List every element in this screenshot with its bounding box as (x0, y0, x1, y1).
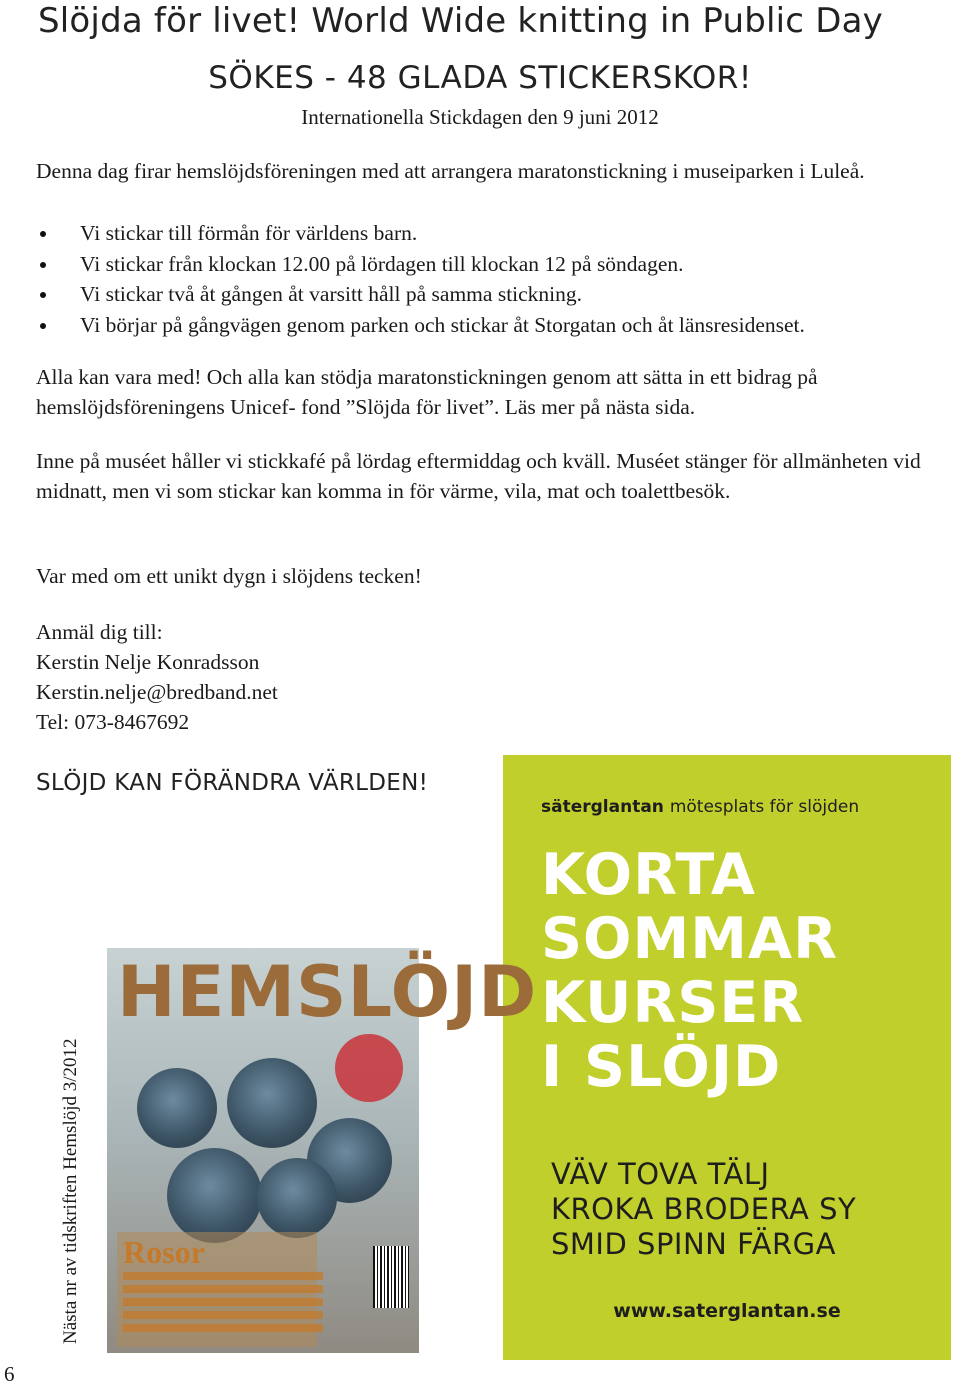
anniversary-stamp-icon (335, 1034, 403, 1102)
ad-headline (541, 843, 838, 1099)
bullet-text: Vi stickar till förmån för världens barn. (80, 221, 418, 245)
rose-icon (257, 1158, 337, 1238)
ad-headline-line: KURSER (541, 970, 805, 1036)
contact-heading: Anmäl dig till: (36, 620, 163, 644)
ad-brand-tagline: mötesplats för slöjden (669, 797, 860, 817)
magazine-cover-image (107, 948, 538, 1353)
ad-headline-line: SOMMAR (541, 906, 838, 972)
paragraph-alla: Alla kan vara med! Och alla kan stödja maratonstickningen genom att sätta in ett bidrag på hemslöjdsföreningens Unicef- fond ”Slöjda för livet”. Läs mer på nästa sida. (36, 365, 818, 419)
bullet-dot-icon (40, 262, 46, 268)
magazine-masthead: HEMSLÖJD (117, 951, 538, 1033)
list-item (36, 218, 936, 249)
page-title: Slöjda för livet! World Wide knitting in Public Day (38, 1, 883, 41)
list-item (36, 310, 936, 341)
rose-icon (137, 1068, 217, 1148)
bullet-text: Vi stickar från klockan 12.00 på lördagen till klockan 12 på söndagen. (80, 251, 684, 276)
paragraph-var: Var med om ett unikt dygn i slöjdens tecken! (36, 564, 422, 588)
cover-word: Rosor (123, 1234, 205, 1270)
cover-line (123, 1324, 323, 1332)
rose-icon (227, 1058, 317, 1148)
contact-email[interactable]: Kerstin.nelje@bredband.net (36, 680, 278, 704)
advertisement[interactable] (503, 755, 951, 1360)
paragraph-inne: Inne på muséet håller vi stickkafé på lördag eftermiddag och kväll. Muséet stänger för allmänheten vid midnatt, men vi som stickar kan komma in för värme, vila, mat och toalettbesök. (36, 449, 921, 503)
ad-craft-line: KROKA BRODERA SY (551, 1192, 857, 1226)
ad-crafts (551, 1157, 856, 1262)
ad-headline-line: KORTA (541, 842, 756, 908)
rose-icon (167, 1148, 262, 1243)
list-item (36, 279, 936, 310)
contact-phone: Tel: 073-8467692 (36, 710, 190, 734)
ad-craft-line: SMID SPINN FÄRGA (551, 1227, 836, 1261)
bullet-dot-icon (40, 323, 46, 329)
vertical-caption: Nästa nr av tidskriften Hemslöjd 3/2012 (60, 1038, 81, 1344)
ad-brand-name: säterglantan (541, 797, 664, 817)
cover-line (123, 1272, 323, 1280)
ad-headline-line: I SLÖJD (541, 1034, 782, 1100)
cover-line (123, 1285, 323, 1293)
intro-paragraph: Denna dag firar hemslöjdsföreningen med att arrangera maratonstickning i museiparken i Luleå. (36, 159, 865, 183)
page-subtitle: SÖKES - 48 GLADA STICKERSKOR! (208, 60, 752, 96)
bullet-text: Vi börjar på gångvägen genom parken och stickar åt Storgatan och åt länsresidenset. (80, 312, 805, 337)
contact-block (36, 617, 936, 737)
ad-brand (541, 797, 859, 817)
page-number: 6 (4, 1362, 15, 1386)
cover-line (123, 1311, 323, 1319)
cover-line (123, 1298, 323, 1306)
ad-url-link[interactable]: www.saterglantan.se (613, 1300, 841, 1322)
cover-headlines (123, 1272, 323, 1337)
ad-craft-line: VÄV TOVA TÄLJ (551, 1157, 770, 1191)
barcode-icon (373, 1246, 409, 1308)
contact-name: Kerstin Nelje Konradsson (36, 650, 260, 674)
bullet-list (36, 218, 936, 340)
slogan: SLÖJD KAN FÖRÄNDRA VÄRLDEN! (36, 770, 429, 796)
bullet-text: Vi stickar två åt gången åt varsitt håll på samma stickning. (80, 282, 583, 306)
bullet-dot-icon (40, 231, 46, 237)
bullet-dot-icon (40, 292, 46, 298)
list-item (36, 249, 936, 280)
date-line: Internationella Stickdagen den 9 juni 2012 (301, 105, 659, 129)
